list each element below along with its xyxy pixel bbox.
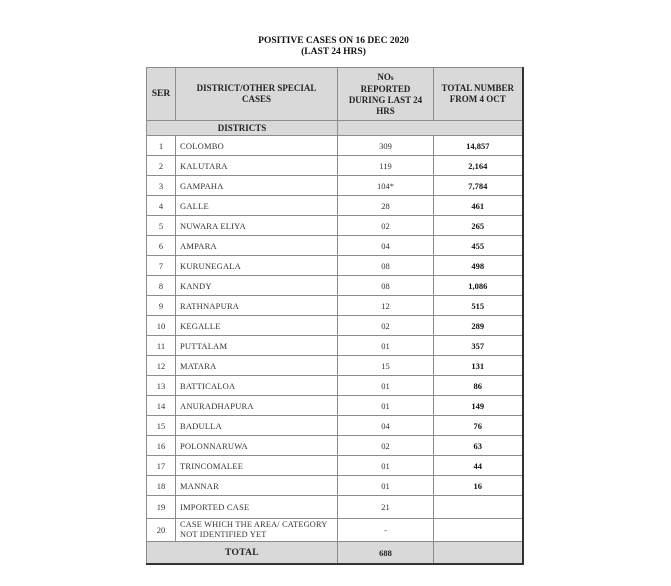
total-cell: 149 [434,396,523,416]
district-cell: NUWARA ELIYA [176,216,338,236]
total-cell: 1,086 [434,276,523,296]
district-cell: GALLE [176,196,338,216]
total-reported: 688 [338,542,434,565]
table-row [147,456,523,476]
district-cell: PUTTALAM [176,336,338,356]
total-cell: 265 [434,216,523,236]
reported-cell: 15 [338,356,434,376]
total-cell: 289 [434,316,523,336]
table-row [147,176,523,196]
total-cell: 461 [434,196,523,216]
total-cell: 63 [434,436,523,456]
table-row [147,256,523,276]
header-reported-rest: REPORTED DURING LAST 24 HRS [348,83,423,116]
section-label: DISTRICTS [147,121,338,136]
table-row [147,316,523,336]
total-cell: 14,857 [434,136,523,156]
section-empty [338,121,523,136]
table-row [147,336,523,356]
header-row [147,68,523,121]
reported-cell: 28 [338,196,434,216]
title-line-1: POSITIVE CASES ON 16 DEC 2020 [258,36,409,46]
reported-cell: 02 [338,216,434,236]
ser-cell: 4 [147,196,176,216]
reported-cell: 104* [338,176,434,196]
table-row [147,296,523,316]
total-cell: 16 [434,476,523,496]
ser-cell: 20 [147,519,176,542]
table-row [147,396,523,416]
ser-cell: 9 [147,296,176,316]
total-cell: 76 [434,416,523,436]
ser-cell: 18 [147,476,176,496]
district-cell: BATTICALOA [176,376,338,396]
total-cell: 498 [434,256,523,276]
reported-cell: 02 [338,316,434,336]
reported-cell: 01 [338,456,434,476]
ser-cell: 3 [147,176,176,196]
district-cell: MANNAR [176,476,338,496]
document-title [146,36,521,58]
table-row [147,476,523,496]
ser-cell: 8 [147,276,176,296]
ser-cell: 5 [147,216,176,236]
ser-cell: 10 [147,316,176,336]
reported-cell: - [338,519,434,542]
ser-cell: 13 [147,376,176,396]
reported-cell: 01 [338,396,434,416]
table-row [147,276,523,296]
total-cell: 357 [434,336,523,356]
header-ser: SER [147,68,176,121]
reported-cell: 08 [338,256,434,276]
reported-cell: 309 [338,136,434,156]
reported-cell: 12 [338,296,434,316]
ser-cell: 16 [147,436,176,456]
district-cell: COLOMBO [176,136,338,156]
table-row [147,196,523,216]
district-cell: AMPARA [176,236,338,256]
header-district: DISTRICT/OTHER SPECIAL CASES [176,68,338,121]
ser-cell: 17 [147,456,176,476]
total-cell [434,496,523,519]
reported-cell: 119 [338,156,434,176]
table-row [147,416,523,436]
section-row-districts [147,121,523,136]
district-cell: ANURADHAPURA [176,396,338,416]
ser-cell: 14 [147,396,176,416]
total-cell: 515 [434,296,523,316]
reported-cell: 08 [338,276,434,296]
table-row [147,376,523,396]
district-cell: GAMPAHA [176,176,338,196]
district-cell: RATHNAPURA [176,296,338,316]
header-reported-main: NO [377,71,391,82]
reported-cell: 21 [338,496,434,519]
ser-cell: 2 [147,156,176,176]
district-cell: KALUTARA [176,156,338,176]
positive-cases-table [146,67,524,565]
ser-cell: 6 [147,236,176,256]
district-cell: KEGALLE [176,316,338,336]
reported-cell: 04 [338,236,434,256]
district-cell: POLONNARUWA [176,436,338,456]
total-row [147,542,523,565]
reported-cell: 01 [338,376,434,396]
table-row [147,216,523,236]
table-row [147,136,523,156]
reported-cell: 02 [338,436,434,456]
district-cell: MATARA [176,356,338,376]
total-cell [434,519,523,542]
total-cell: 44 [434,456,523,476]
district-cell: CASE WHICH THE AREA/ CATEGORY NOT IDENTIFIED YET [176,519,338,542]
header-reported [338,68,434,121]
district-cell: TRINCOMALEE [176,456,338,476]
table-row [147,519,523,542]
total-cell: 131 [434,356,523,376]
table-row [147,156,523,176]
ser-cell: 19 [147,496,176,519]
title-line-2: (LAST 24 HRS) [301,47,366,57]
total-label: TOTAL [147,542,338,565]
header-reported-sub: s [390,73,394,82]
table-row [147,356,523,376]
ser-cell: 7 [147,256,176,276]
total-cumulative [434,542,523,565]
ser-cell: 11 [147,336,176,356]
table-row [147,236,523,256]
total-cell: 2,164 [434,156,523,176]
reported-cell: 01 [338,476,434,496]
ser-cell: 12 [147,356,176,376]
ser-cell: 15 [147,416,176,436]
header-total: TOTAL NUMBER FROM 4 OCT [434,68,523,121]
reported-cell: 04 [338,416,434,436]
district-cell: KURUNEGALA [176,256,338,276]
district-cell: BADULLA [176,416,338,436]
table-row [147,436,523,456]
total-cell: 455 [434,236,523,256]
reported-cell: 01 [338,336,434,356]
district-cell: KANDY [176,276,338,296]
district-cell: IMPORTED CASE [176,496,338,519]
table-row [147,496,523,519]
total-cell: 7,784 [434,176,523,196]
total-cell: 86 [434,376,523,396]
ser-cell: 1 [147,136,176,156]
